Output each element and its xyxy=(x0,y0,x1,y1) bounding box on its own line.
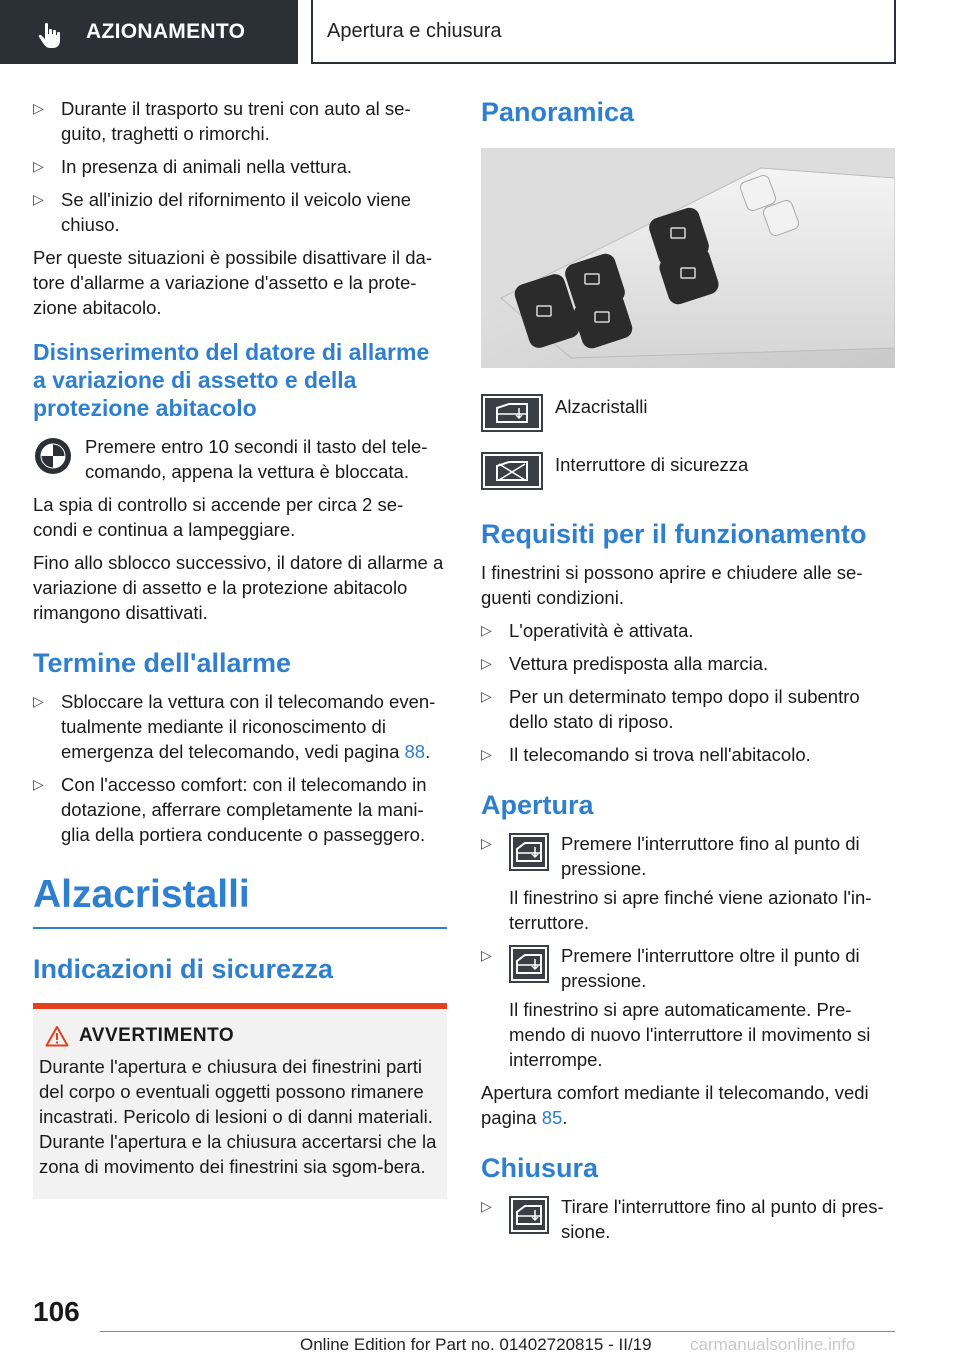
heading-apertura: Apertura xyxy=(481,790,594,820)
page-link[interactable]: 85 xyxy=(541,1107,563,1128)
key-instruction: Premere entro 10 secondi il tasto del tele-comando, appena la vettura è bloccata. xyxy=(33,434,447,484)
footer-edition: Online Edition for Part no. 01402720815 - II/19 xyxy=(300,1335,652,1354)
list-item: ▷ Vettura predisposta alla marcia. xyxy=(481,653,769,674)
warning-text: Durante l'apertura e chiusura dei finestrini parti del corpo o eventuali oggetti possono rimanere incastrati. Pericolo di lesioni o di danni materiali. Durante l'apertura e la chiusura accertarsi che la zona di movimento dei finestrini sia sgom-bera. xyxy=(39,1056,437,1177)
page-number: 106 xyxy=(33,1296,80,1327)
bullet-triangle-icon: ▷ xyxy=(33,776,44,792)
legend-item-alzacristalli: Alzacristalli xyxy=(481,394,895,438)
header-section-tab xyxy=(0,0,298,64)
bullet-triangle-icon: ▷ xyxy=(33,158,44,174)
paragraph: I finestrini si possono aprire e chiudere alle se-guenti condizioni. xyxy=(481,562,863,608)
list-item: ▷ In presenza di animali nella vettura. xyxy=(33,156,353,177)
bullet-triangle-icon: ▷ xyxy=(33,191,44,207)
legend-item-sicurezza: Interruttore di sicurezza xyxy=(481,452,895,496)
list-item: ▷ Sbloccare la vettura con il telecomando even-tualmente mediante il riconoscimento di emergenza del telecomando, vedi pagina 88. xyxy=(33,691,436,762)
heading-termine: Termine dell'allarme xyxy=(33,648,292,678)
list-item: ▷ Tirare l'interruttore fino al punto di pres-sione. xyxy=(481,1196,884,1242)
window-switch-icon xyxy=(509,945,549,983)
list-item: ▷ Durante il trasporto su treni con auto al se-guito, traghetti o rimorchi. xyxy=(33,98,411,144)
paragraph: La spia di controllo si accende per circa 2 se-condi e continua a lampeggiare. xyxy=(33,494,404,540)
paragraph: Fino allo sblocco successivo, il datore di allarme a variazione di assetto e la protezione abitacolo rimangono disattivati. xyxy=(33,552,444,623)
bmw-key-icon xyxy=(33,436,73,476)
left-column xyxy=(33,96,447,1199)
bullet-triangle-icon: ▷ xyxy=(481,947,492,963)
warning-box xyxy=(33,1003,447,1199)
heading-requisiti: Requisiti per il funzionamento xyxy=(481,519,867,549)
window-switch-photo xyxy=(481,148,895,368)
header-subsection-title: Apertura e chiusura xyxy=(327,20,502,42)
warning-header: AVVERTIMENTO xyxy=(39,1023,439,1048)
right-column xyxy=(481,96,895,1252)
bullet-triangle-icon: ▷ xyxy=(33,100,44,116)
safety-switch-icon xyxy=(481,452,543,490)
bullet-triangle-icon: ▷ xyxy=(481,622,492,638)
list-item: ▷ Premere l'interruttore oltre il punto di pressione. Il finestrino si apre automaticamente. Pre-mendo di nuovo l'interruttore il movimento si interrompe. xyxy=(481,945,871,1070)
window-switch-icon xyxy=(509,833,549,871)
list-item: ▷ Se all'inizio del rifornimento il veicolo viene chiuso. xyxy=(33,189,412,235)
paragraph: Apertura comfort mediante il telecomando, vedi pagina 85. xyxy=(481,1082,869,1128)
list-item: ▷ Per un determinato tempo dopo il subentro dello stato di riposo. xyxy=(481,686,860,732)
bullet-triangle-icon: ▷ xyxy=(481,746,492,762)
list-item: ▷ Il telecomando si trova nell'abitacolo. xyxy=(481,744,811,765)
window-switch-icon xyxy=(509,1196,549,1234)
list-item: ▷ L'operatività è attivata. xyxy=(481,620,694,641)
bullet-triangle-icon: ▷ xyxy=(481,1198,492,1214)
bullet-triangle-icon: ▷ xyxy=(33,693,44,709)
heading-chiusura: Chiusura xyxy=(481,1153,599,1183)
heading-panoramica: Panoramica xyxy=(481,97,635,127)
heading-sicurezza: Indicazioni di sicurezza xyxy=(33,954,334,984)
list-item: ▷ Premere l'interruttore fino al punto di pressione. Il finestrino si apre finché viene azionato l'in-terruttore. xyxy=(481,833,872,933)
footer-divider xyxy=(100,1331,895,1332)
list-item: ▷ Con l'accesso comfort: con il telecomando in dotazione, afferrare completamente la mani-glia della portiera conducente o passeggero. xyxy=(33,774,427,845)
chapter-title: Alzacristalli xyxy=(33,873,447,929)
footer-watermark: carmanualsonline.info xyxy=(690,1335,856,1354)
warning-triangle-icon xyxy=(45,1025,69,1047)
header-section-title: AZIONAMENTO xyxy=(86,20,246,43)
window-switch-icon xyxy=(481,394,543,432)
header-subsection xyxy=(311,0,896,64)
bullet-triangle-icon: ▷ xyxy=(481,655,492,671)
bullet-triangle-icon: ▷ xyxy=(481,688,492,704)
page-link[interactable]: 88 xyxy=(404,741,426,762)
heading-disinserimento: Disinserimento del datore di allarme a variazione di assetto e della protezione abitacolo xyxy=(33,339,430,421)
bullet-triangle-icon: ▷ xyxy=(481,835,492,851)
paragraph: Per queste situazioni è possibile disattivare il da-tore d'allarme a variazione d'assetto e la prote-zione abitacolo. xyxy=(33,247,432,318)
hand-press-icon xyxy=(36,20,66,50)
